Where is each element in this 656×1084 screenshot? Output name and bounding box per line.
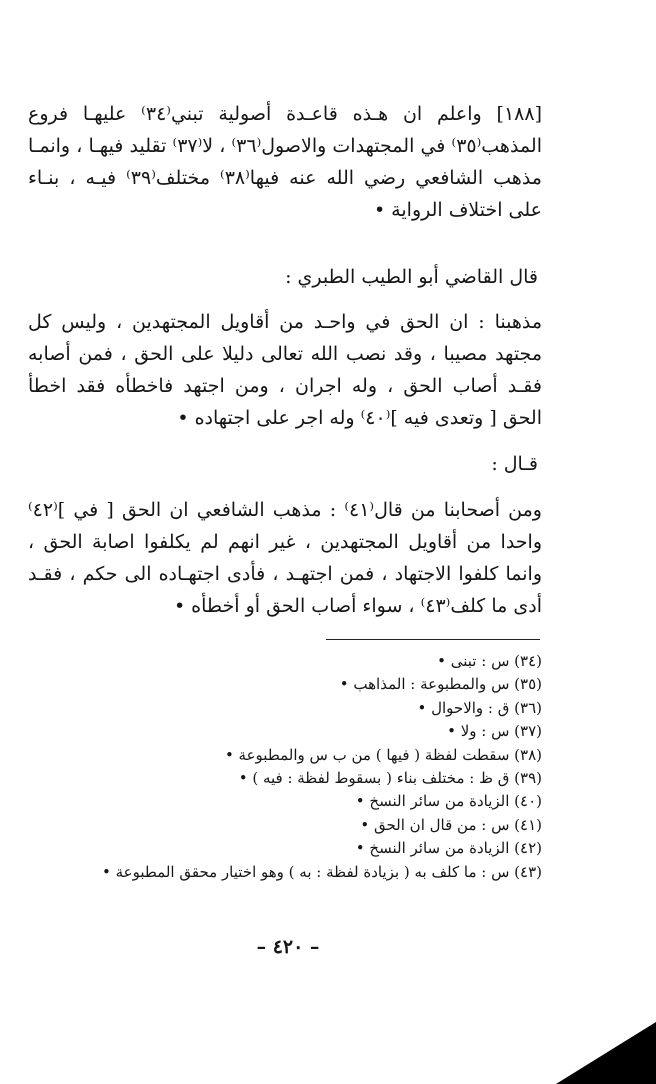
footnote-35: (٣٥) س والمطبوعة : المذاهب •: [339, 675, 542, 694]
scan-corner-shadow: [556, 1022, 656, 1084]
footnote-42: (٤٢) الزيادة من سائر النسخ •: [355, 839, 542, 858]
page-number: – ٤٢٠ –: [256, 936, 320, 958]
footnote-40: (٤٠) الزيادة من سائر النسخ •: [355, 792, 542, 811]
paragraph-our-doctrine: مذهبنا : ان الحق في واحـد من أقاويل المجتهدين ، وليس كل مجتهد مصيبا ، وقد نصب الله تعالى دليلا على الحق ، فمن أصابه فقـد أصاب الحق ، وله اجران ، ومن اجتهد فاخطأه فقد اخطأ الحق [ وتعدى فيه ]⁽٤٠⁾ وله اجر على اجتهاده •: [28, 311, 542, 429]
footnote-separator: [326, 639, 540, 640]
footnote-list: [28, 650, 542, 884]
footnote-36: (٣٦) ق : والاحوال •: [417, 698, 542, 717]
section-heading-qadi: قال القاضي أبو الطيب الطبري :: [285, 266, 538, 288]
footnote-41: (٤١) س : من قال ان الحق •: [360, 815, 542, 834]
footnote-39: (٣٩) ق ظ : مختلف بناء ( بسقوط لفظة : فيه ) •: [238, 769, 542, 788]
footnote-38: (٣٨) سقطت لفظة ( فيها ) من ب س والمطبوعة •: [224, 745, 542, 764]
footnote-43: (٤٣) س : ما كلف به ( بزيادة لفظة : به ) وهو اختيار محقق المطبوعة •: [101, 862, 542, 881]
footnote-34: (٣٤) س : تبنى •: [437, 652, 542, 670]
footnote-37: (٣٧) س : ولا •: [447, 722, 542, 741]
paragraph-rule-intro: [١٨٨] واعلم ان هـذه قاعـدة أصولية تبني⁽٣٤⁾ عليهـا فروع المذهب⁽٣٥⁾ في المجتهدات والاصول⁽٣٦⁾ ، لا⁽٣٧⁾ تقليد فيهـا ، وانمـا مذهب الشافعي رضي الله عنه فيها⁽٣٨⁾ مختلف⁽٣٩⁾ فيـه ، بنـاء على اختلاف الرواية •: [28, 103, 542, 221]
section-heading-qal: قـال :: [491, 453, 538, 475]
paragraph-companions-view: ومن أصحابنا من قال⁽٤١⁾ : مذهب الشافعي ان الحق [ في ]⁽٤٢⁾ واحدا من أقاويل المجتهدين ، غير انهم لم يكلفوا اصابة الحق ، وانما كلفوا الاجتهاد ، فمن اجتهـد ، فأدى اجتهـاده الى حكم ، فقـد أدى ما كلف⁽٤٣⁾ ، سواء أصاب الحق أو أخطأه •: [28, 499, 542, 617]
